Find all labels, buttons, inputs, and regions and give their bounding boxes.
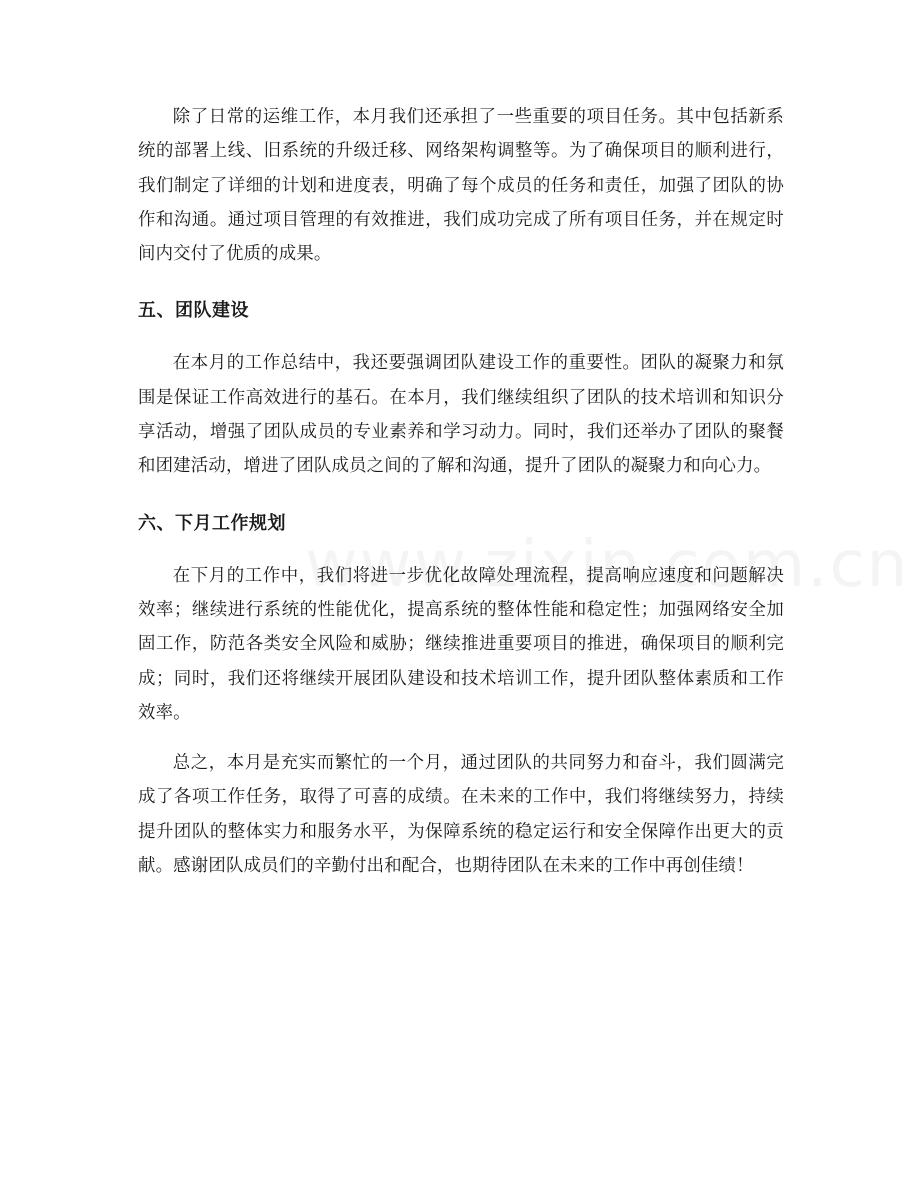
document-page	[138, 100, 784, 883]
section-heading-next-month-plan: 六、下月工作规划	[138, 512, 286, 534]
paragraph-conclusion: 总之，本月是充实而繁忙的一个月，通过团队的共同努力和奋斗，我们圆满完成了各项工作任务，取得了可喜的成绩。在未来的工作中，我们将继续努力，持续提升团队的整体实力和服务水平，为保障系统的稳定运行和安全保障作出更大的贡献。感谢团队成员们的辛勤付出和配合，也期待团队在未来的工作中再创佳绩！	[138, 753, 784, 877]
paragraph-next-month-plan: 在下月的工作中，我们将进一步优化故障处理流程，提高响应速度和问题解决效率；继续进行系统的性能优化，提高系统的整体性能和稳定性；加强网络安全加固工作，防范各类安全风险和威胁；继续推进重要项目的推进，确保项目的顺利完成；同时，我们还将继续开展团队建设和技术培训工作，提升团队整体素质和工作效率。	[138, 565, 784, 723]
paragraph-projects: 除了日常的运维工作，本月我们还承担了一些重要的项目任务。其中包括新系统的部署上线、旧系统的升级迁移、网络架构调整等。为了确保项目的顺利进行，我们制定了详细的计划和进度表，明确了每个成员的任务和责任，加强了团队的协作和沟通。通过项目管理的有效推进，我们成功完成了所有项目任务，并在规定时间内交付了优质的成果。	[138, 107, 784, 265]
section-heading-team-building: 五、团队建设	[138, 300, 249, 322]
paragraph-team-building: 在本月的工作总结中，我还要强调团队建设工作的重要性。团队的凝聚力和氛围是保证工作高效进行的基石。在本月，我们继续组织了团队的技术培训和知识分享活动，增强了团队成员的专业素养和学习动力。同时，我们还举办了团队的聚餐和团建活动，增进了团队成员之间的了解和沟通，提升了团队的凝聚力和向心力。	[138, 353, 784, 477]
